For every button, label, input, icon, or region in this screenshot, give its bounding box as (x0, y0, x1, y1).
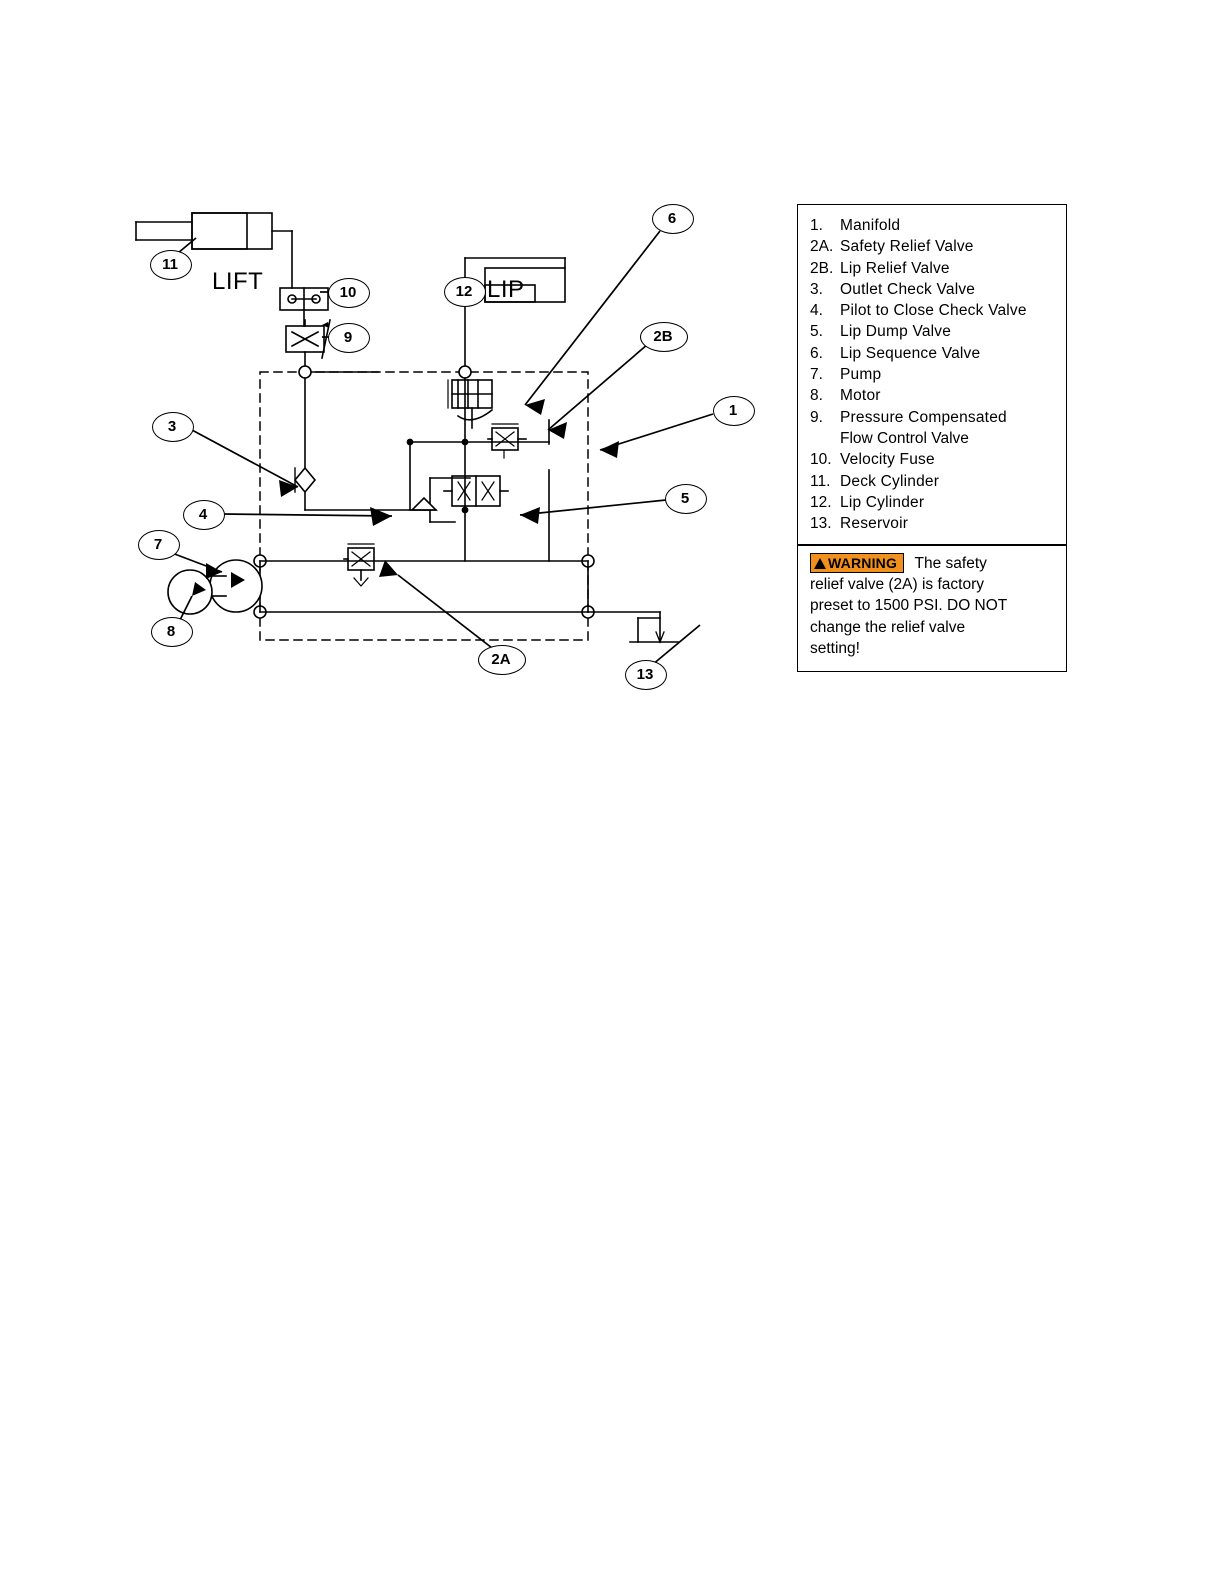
legend-item-8 (810, 385, 1058, 406)
legend-item-2b (810, 258, 1058, 279)
balloon-7-label: 7 (153, 536, 163, 553)
warning-badge-label: WARNING (828, 554, 898, 571)
legend-item-12 (810, 492, 1058, 513)
legend-label: Outlet Check Valve (840, 280, 976, 298)
motor-symbol (168, 570, 212, 614)
balloon-8-label: 8 (166, 623, 176, 640)
lip-label: LIP (487, 276, 525, 303)
legend-item-6 (810, 343, 1058, 364)
safety-relief-valve-symbol (344, 544, 374, 586)
legend-label: Lip Dump Valve (840, 323, 952, 341)
balloon-5-label: 5 (680, 490, 690, 507)
balloon-3-label: 3 (167, 418, 177, 435)
legend-item-5 (810, 321, 1058, 342)
legend-num: 1. (810, 217, 823, 234)
legend-label: Pump (840, 366, 882, 384)
legend-num: 5. (810, 323, 823, 341)
hydraulic-schematic (100, 180, 800, 700)
warning-block (798, 546, 1066, 671)
legend-num: 9. (810, 408, 823, 426)
warning-triangle-icon (814, 558, 826, 569)
legend-item-7 (810, 364, 1058, 385)
legend-num: 11. (810, 472, 831, 490)
warning-line-2: relief valve (2A) is factory (810, 575, 984, 593)
manifold-internal-lines (260, 378, 588, 612)
balloon-11-label: 11 (162, 256, 178, 273)
warning-badge (810, 553, 904, 573)
legend-num: 4. (810, 302, 823, 320)
balloon-2a-label: 2A (491, 651, 511, 668)
legend-num: 12. (810, 493, 832, 511)
legend-item-4 (810, 300, 1058, 321)
warning-line-3: preset to 1500 PSI. DO NOT (810, 597, 1008, 615)
legend-item-10 (810, 449, 1058, 470)
pilot-close-check-valve-symbol (412, 498, 436, 510)
legend-label: Lip Relief Valve (840, 259, 950, 277)
legend-label: Lip Sequence Valve (840, 344, 981, 362)
legend-label: Velocity Fuse (840, 451, 935, 469)
legend-item-11 (810, 471, 1058, 492)
balloon-13-label: 13 (636, 666, 654, 683)
lift-label: LIFT (212, 268, 264, 295)
legend-num: 8. (810, 387, 823, 405)
balloon-4-label: 4 (198, 506, 208, 523)
legend-num: 2B. (810, 259, 834, 277)
legend-item-1 (810, 215, 1058, 236)
balloon-10-label: 10 (339, 284, 357, 301)
balloon-12-label: 12 (455, 283, 473, 300)
legend-item-3 (810, 279, 1058, 300)
legend-item-9 (810, 407, 1058, 428)
legend-num: 13. (810, 515, 832, 533)
legend-label: Manifold (840, 217, 901, 234)
legend-num: 3. (810, 280, 823, 298)
velocity-fuse-symbol (280, 288, 328, 310)
legend-label: Reservoir (840, 515, 909, 533)
warning-line-1: The safety (914, 555, 987, 573)
balloon-6-label: 6 (667, 210, 677, 227)
balloon-9-label: 9 (343, 329, 353, 346)
schematic-svg (100, 180, 800, 700)
balloon-2b-label: 2B (653, 328, 673, 345)
legend-label: Deck Cylinder (840, 472, 940, 490)
legend-item-9-continuation: Flow Control Valve (840, 429, 969, 447)
legend-item-13 (810, 513, 1058, 534)
reservoir-symbol (588, 612, 678, 642)
legend-label: Lip Cylinder (840, 493, 925, 511)
lip-dump-valve-symbol (444, 476, 508, 506)
lip-relief-valve-symbol (488, 424, 526, 458)
legend-item-2a (810, 236, 1058, 257)
lip-sequence-valve-symbol (448, 380, 492, 428)
legend-num: 7. (810, 366, 823, 384)
legend-num: 6. (810, 344, 823, 362)
flow-control-valve-symbol (286, 320, 330, 358)
legend-label: Pilot to Close Check Valve (840, 302, 1027, 320)
balloon-1-label: 1 (728, 402, 738, 419)
deck-cylinder-symbol (136, 213, 292, 249)
legend-panel (797, 204, 1067, 672)
legend-num: 10. (810, 451, 832, 469)
warning-line-4: change the relief valve (810, 618, 966, 636)
legend-list (798, 205, 1066, 544)
warning-line-5: setting! (810, 639, 860, 657)
warning-first-row (810, 554, 1056, 574)
legend-label: Pressure Compensated (840, 408, 1007, 426)
legend-num: 2A. (810, 238, 834, 256)
legend-label: Motor (840, 387, 881, 405)
outlet-check-valve-symbol (295, 468, 315, 492)
legend-label: Safety Relief Valve (840, 238, 974, 256)
